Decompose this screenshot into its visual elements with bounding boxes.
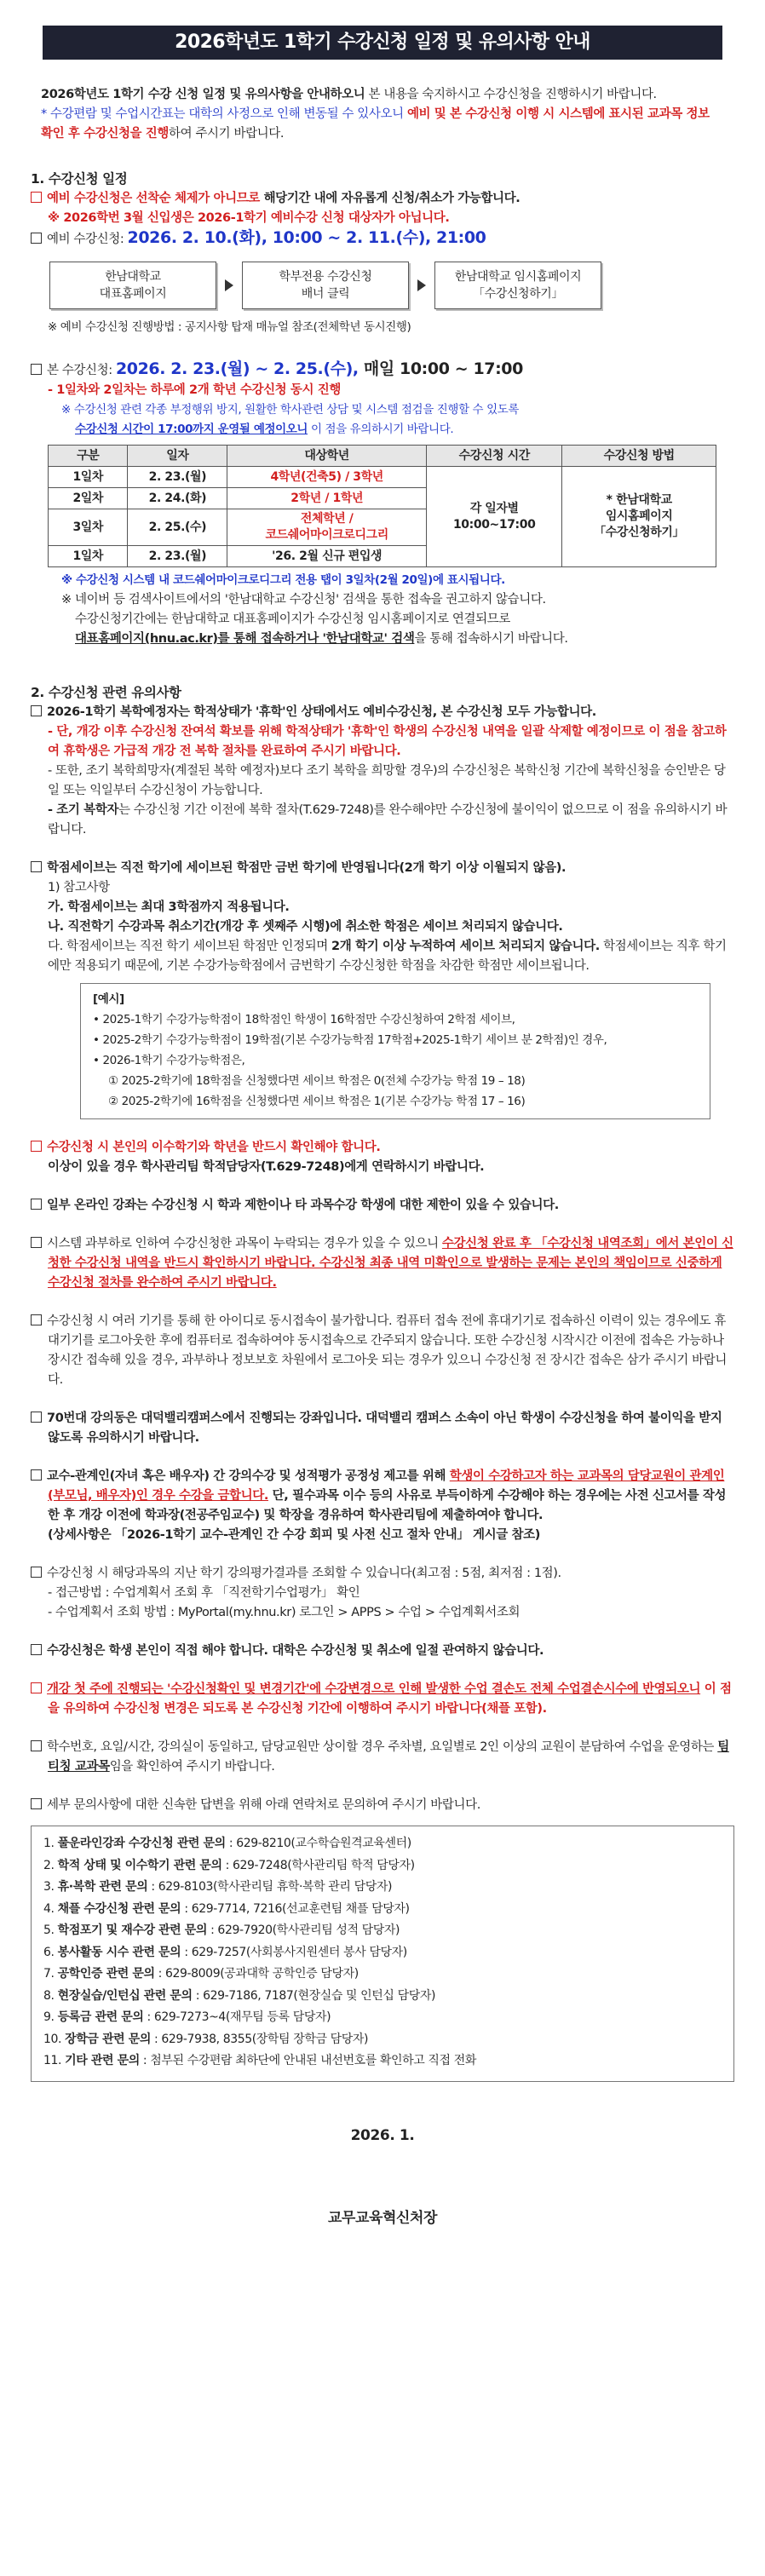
intro-rest: 본 내용을 숙지하시고 수강신청을 진행하시기 바랍니다. bbox=[365, 88, 657, 101]
col-header: 수강신청 방법 bbox=[562, 446, 716, 467]
team-teaching-a: 학수번호, 요일/시간, 강의실이 동일하고, 담당교원만 상이할 경우 주차별, 요일별로 2인 이상의 교원이 분담하여 수업을 운영하는 bbox=[47, 1740, 718, 1754]
multi-device-note: 수강신청 시 여러 기기를 통해 한 아이디로 동시접속이 불가합니다. 컴퓨터 접속 전에 휴대기기로 접속하신 이력이 있는 경우에도 휴대기기를 로그아웃한 후에 컴퓨터로 접속하여야 동시접속으로 간주되지 않습니다. 또한 수강신청 시작시간 이전에 접속은 가능하나 장시간 접속해 있을 경우, 과부하나 정보보호 차원에서 로그아웃 되는 경우가 있으니 수강신청 전 장시간 접속은 삼가 주시기 바랍니다. bbox=[47, 1314, 727, 1387]
example-line: • 2025-1학기 수강가능학점이 18학점인 학생이 16학점만 수강신청하여 2학점 세이브, bbox=[93, 1013, 515, 1026]
schedule-table bbox=[48, 445, 716, 567]
list-item: 5. 학점포기 및 재수강 관련 문의 : 629-7920(학사관리팀 성적 담당자) bbox=[43, 1923, 400, 1937]
notice-page bbox=[0, 26, 765, 2576]
checkbox-icon bbox=[31, 1567, 42, 1578]
team-teaching-b: 팀티칭 교과목 bbox=[48, 1740, 729, 1774]
list-item: 10. 장학금 관련 문의 : 629-7938, 8355(장학팀 장학금 담당자) bbox=[43, 2032, 369, 2046]
pre-registration-date: 2026. 2. 10.(화), 10:00 ~ 2. 11.(수), 21:00 bbox=[127, 228, 486, 247]
list-item: 6. 봉사활동 시수 관련 문의 : 629-7257(사회봉사지원센터 봉사 담당자) bbox=[43, 1945, 407, 1959]
col-header: 대상학년 bbox=[227, 446, 427, 467]
example-line: • 2025-2학기 수강가능학점이 19학점(기본 수강가능학점 17학점+2025-1학기 세이브 분 2학점)인 경우, bbox=[93, 1033, 607, 1047]
arrow-right-icon bbox=[417, 279, 426, 291]
col-header: 일자 bbox=[128, 446, 227, 467]
main-sub-1: - 1일차와 2일차는 하루에 2개 학년 수강신청 동시 진행 bbox=[48, 383, 342, 397]
main-registration-time: 매일 10:00 ~ 17:00 bbox=[363, 359, 523, 378]
example-line: • 2026-1학기 수강가능학점은, bbox=[93, 1054, 245, 1067]
credit-save-a: 가. 학점세이브는 최대 3학점까지 적용됩니다. bbox=[48, 900, 290, 914]
online-course-note: 일부 온라인 강좌는 수강신청 시 학과 제한이나 타 과목수강 학생에 대한 제한이 있을 수 있습니다. bbox=[47, 1199, 559, 1212]
main-sub-3-rest: 이 점을 유의하시기 바랍니다. bbox=[308, 423, 454, 436]
campus-note: 70번대 강의동은 대덕밸리캠퍼스에서 진행되는 강좌입니다. 대덕밸리 캠퍼스 소속이 아닌 학생이 수강신청을 하여 불이익을 받지 않도록 유의하시기 바랍니다. bbox=[47, 1412, 722, 1445]
pre-registration-rest: 해당기간 내에 자유롭게 신청/취소가 가능합니다. bbox=[259, 192, 521, 205]
intro-bold: 2026학년도 1학기 수강 신청 일정 및 유의사항을 안내하오니 bbox=[41, 88, 365, 101]
list-item: 8. 현장실습/인턴십 관련 문의 : 629-7186, 7187(현장실습 및 인턴십 담당자) bbox=[43, 1988, 436, 2003]
list-item: 4. 채플 수강신청 관련 문의 : 629-7714, 7216(선교훈련팀 채플 담당자) bbox=[43, 1901, 410, 1916]
credit-save-c2: 2개 학기 이상 누적하여 세이브 처리되지 않습니다. bbox=[331, 940, 600, 953]
list-item: 7. 공학인증 관련 문의 : 629-8009(공과대학 공학인증 담당자) bbox=[43, 1967, 359, 1981]
main-sub-2: ※ 수강신청 관련 각종 부정행위 방지, 원활한 학사관련 상담 및 시스템 점검을 진행할 수 있도록 bbox=[61, 403, 519, 417]
semester-check-note: 수강신청 시 본인의 이수학기와 학년을 반드시 확인해야 합니다. bbox=[47, 1141, 381, 1154]
checkbox-icon bbox=[31, 192, 42, 203]
intro-note: * 수강편람 및 수업시간표는 대학의 사정으로 인해 변동될 수 있사오니 bbox=[41, 107, 407, 121]
return-note-2: - 단, 개강 이후 수강신청 잔여석 확보를 위해 학적상태가 '휴학'인 학생의 수강신청 내역을 일괄 삭제할 예정이므로 이 점을 참고하여 휴학생은 가급적 개강 전 복학 절차를 완료하여 주시기 바랍니다. bbox=[48, 725, 727, 758]
intro bbox=[31, 85, 734, 144]
semester-check-contact: 이상이 있을 경우 학사관리팀 학적담당자(T.629-7248)에게 연락하시기 바랍니다. bbox=[48, 1160, 485, 1174]
self-registration-note: 수강신청은 학생 본인이 직접 해야 합니다. 대학은 수강신청 및 취소에 일절 관여하지 않습니다. bbox=[47, 1644, 544, 1658]
overload-note: 시스템 과부하로 인하여 수강신청한 과목이 누락되는 경우가 있을 수 있으니 bbox=[47, 1237, 442, 1251]
absence-rest: 이 점을 유의하여 수강신청 변경은 되도록 본 수강신청 기간에 이행하여 주시기 바랍니다(채플 포함). bbox=[48, 1682, 732, 1716]
table-row: 1일차 2. 23.(월) 4학년(건축5) / 3학년 각 일자별 10:00~17:00 * 한남대학교 임시홈페이지 「수강신청하기」 bbox=[49, 467, 716, 488]
flow-step-3: 한남대학교 임시홈페이지 「수강신청하기」 bbox=[434, 262, 601, 309]
flow-step-1: 한남대학교 대표홈페이지 bbox=[49, 262, 216, 309]
checkbox-icon bbox=[31, 705, 42, 716]
credit-save-c3: 학점세이브는 직후 학기에만 적용되기 때문에, 기본 수강가능학점에서 금번학기 수강신청한 학점을 차감한 학점만 세이브됩니다. bbox=[48, 940, 727, 973]
page-title: 2026학년도 1학기 수강신청 일정 및 유의사항 안내 bbox=[43, 26, 722, 60]
list-item: 1. 풀운라인강좌 수강신청 관련 문의 : 629-8210(교수학습원격교육센터) bbox=[43, 1837, 411, 1850]
procedure-flow bbox=[49, 262, 734, 309]
absence-warning: 개강 첫 주에 진행되는 '수강신청확인 및 변경기간'에 수강변경으로 인해 발생한 수업 결손도 전체 수업결손시수에 반영되오니 bbox=[47, 1682, 701, 1696]
checkbox-icon bbox=[31, 233, 42, 244]
credit-save-b: 나. 직전학기 수강과목 취소기간(개강 후 셋째주 시행)에 취소한 학점은 세이브 처리되지 않습니다. bbox=[48, 920, 563, 934]
checkbox-icon bbox=[31, 861, 42, 872]
section-2-heading: 2. 수강신청 관련 유의사항 bbox=[31, 685, 181, 700]
time-cell: 각 일자별 10:00~17:00 bbox=[427, 467, 562, 567]
example-box bbox=[80, 983, 710, 1119]
relation-note-bold: 교수-관계인(자녀 혹은 배우자) 간 강의수강 및 성적평가 공정성 제고를 위해 bbox=[47, 1469, 450, 1483]
list-item: 11. 기타 관련 문의 : 첨부된 수강편람 최하단에 안내된 내선번호를 확인하고 직접 전화 bbox=[43, 2054, 476, 2067]
col-header: 구분 bbox=[49, 446, 128, 467]
return-note-3: - 또한, 조기 복학희망자(계절된 복학 예정자)보다 조기 복학을 희망할 경우)의 수강신청은 복학신청 기간에 복학신청을 승인받은 당일 또는 익일부터 수강신청이 가능합니다. bbox=[48, 764, 726, 797]
return-note-4-bold: - 조기 복학자 bbox=[48, 803, 118, 817]
inquiry-note: 세부 문의사항에 대한 신속한 답변을 위해 아래 연락처로 문의하여 주시기 바랍니다. bbox=[47, 1798, 480, 1812]
example-title: [예시] bbox=[93, 992, 124, 1006]
issue-date: 2026. 1. bbox=[350, 2126, 415, 2144]
checkbox-icon bbox=[31, 1314, 42, 1325]
list-item: 9. 등록금 관련 문의 : 629-7273~4(재무팀 등록 담당자) bbox=[43, 2010, 331, 2024]
intro-end: 하여 주시기 바랍니다. bbox=[169, 127, 285, 141]
relation-note-ref: (상세사항은 「2026-1학기 교수-관계인 간 수강 회피 및 사전 신고 절차 안내」 게시글 참조) bbox=[48, 1528, 540, 1542]
method-cell: * 한남대학교 임시홈페이지 「수강신청하기」 bbox=[562, 467, 716, 567]
relation-note-red: 학생이 수강하고자 하는 교과목의 담당교원이 관계인(부모님, 배우자)인 경우 수강을 금합니다. bbox=[48, 1469, 725, 1503]
checkbox-icon bbox=[31, 1469, 42, 1481]
table-row: 2일차 2. 24.(화) 2학년 / 1학년 bbox=[49, 488, 716, 509]
freshman-note: ※ 2026학번 3월 신입생은 2026-1학기 예비수강 신청 대상자가 아닙니다. bbox=[48, 211, 450, 225]
example-line: ① 2025-2학기에 18학점을 신청했다면 세이브 학점은 0(전체 수강가능 학점 19 – 18) bbox=[108, 1074, 526, 1088]
evaluation-access: - 접근방법 : 수업계획서 조회 후 「직전학기수업평가」 확인 bbox=[48, 1586, 360, 1600]
return-note-1: 2026-1학기 복학예정자는 학적상태가 '휴학'인 상태에서도 예비수강신청, 본 수강신청 모두 가능합니다. bbox=[47, 705, 596, 719]
table-row: 1일차 2. 23.(월) '26. 2월 신규 편입생 bbox=[49, 546, 716, 567]
credit-save-ref: 1) 참고사항 bbox=[48, 881, 110, 894]
main-registration-label: 본 수강신청: bbox=[47, 364, 116, 377]
table-note-2: ※ 네이버 등 검색사이트에서의 '한남대학교 수강신청' 검색을 통한 접속을 권고하지 않습니다. bbox=[61, 593, 546, 607]
table-note-3: 수강신청기간에는 한남대학교 대표홈페이지가 수강신청 임시홈페이지로 연결되므로 bbox=[75, 612, 510, 626]
intro-warning: 예비 및 본 수강신청 이행 시 시스템에 표시된 교과목 정보 확인 후 수강신청을 진행 bbox=[41, 107, 710, 141]
checkbox-icon bbox=[31, 1141, 42, 1152]
evaluation-path: - 수업계획서 조회 방법 : MyPortal(my.hnu.kr) 로그인 > APPS > 수업 > 수업계획서조회 bbox=[48, 1606, 521, 1619]
pre-registration-note: ※ 예비 수강신청 진행방법 : 공지사항 탑재 매뉴얼 참조(전체학년 동시진행) bbox=[48, 320, 411, 334]
table-note-4-bold: 대표홈페이지(hnu.ac.kr)를 통해 접속하거나 '한남대학교' 검색 bbox=[75, 632, 415, 646]
flow-step-2: 학부전용 수강신청 배너 클릭 bbox=[242, 262, 409, 309]
list-item: 3. 휴·복학 관련 문의 : 629-8103(학사관리팀 휴학·복학 관리 담당자) bbox=[43, 1880, 393, 1894]
checkbox-icon bbox=[31, 1644, 42, 1655]
pre-registration-label: 예비 수강신청: bbox=[47, 233, 128, 246]
pre-registration-warning: 예비 수강신청은 선착순 체제가 아니므로 bbox=[47, 192, 260, 205]
section-1-heading: 1. 수강신청 일정 bbox=[31, 171, 128, 187]
list-item: 2. 학적 상태 및 이수학기 관련 문의 : 629-7248(학사관리팀 학적 담당자) bbox=[43, 1858, 415, 1872]
evaluation-note: 수강신청 시 해당과목의 지난 학기 강의평가결과를 조회할 수 있습니다(최고점 : 5점, 최저점 : 1점). bbox=[47, 1567, 561, 1580]
table-note-4-rest: 을 통해 접속하시기 바랍니다. bbox=[414, 632, 568, 646]
checkbox-icon bbox=[31, 1412, 42, 1423]
credit-save-note: 학점세이브는 직전 학기에 세이브된 학점만 금번 학기에 반영됩니다(2개 학기 이상 이월되지 않음). bbox=[47, 861, 567, 875]
overload-warning: 수강신청 완료 후 「수강신청 내역조회」에서 본인이 신청한 수강신청 내역을 반드시 확인하시기 바랍니다. 수강신청 최종 내역 미확인으로 발생하는 문제는 본인의 책임이므로 신중하게 수강신청 절차를 완수하여 주시기 바랍니다. bbox=[48, 1237, 733, 1290]
checkbox-icon bbox=[31, 1740, 42, 1751]
checkbox-icon bbox=[31, 1199, 42, 1210]
table-row: 3일차 2. 25.(수) 전체학년 / 코드쉐어마이크로디그리 bbox=[49, 509, 716, 546]
return-note-4-rest: 는 수강신청 기간 이전에 복학 절차(T.629-7248)를 완수해야만 수강신청에 불이익이 없으므로 이 점을 유의하시기 바랍니다. bbox=[48, 803, 728, 837]
relation-note-end: 단, 필수과목 이수 등의 사유로 부득이하게 수강해야 하는 경우에는 사전 신고서를 작성한 후 개강 이전에 학과장(전공주임교수) 및 학장을 경유하여 학사관리팀에 제출하여야 합니다. bbox=[48, 1489, 727, 1522]
checkbox-icon bbox=[31, 1237, 42, 1248]
checkbox-icon bbox=[31, 364, 42, 375]
contact-list bbox=[31, 1826, 734, 2082]
checkbox-icon bbox=[31, 1682, 42, 1693]
main-registration-date: 2026. 2. 23.(월) ~ 2. 25.(수), bbox=[115, 359, 364, 378]
main-sub-3-underline: 수강신청 시간이 17:00까지 운영될 예정이오니 bbox=[75, 423, 308, 436]
team-teaching-c: 임을 확인하여 주시기 바랍니다. bbox=[109, 1760, 275, 1774]
arrow-right-icon bbox=[225, 279, 233, 291]
col-header: 수강신청 시간 bbox=[427, 446, 562, 467]
checkbox-icon bbox=[31, 1798, 42, 1809]
table-note-1: ※ 수강신청 시스템 내 코드쉐어마이크로디그리 전용 탭이 3일차(2월 20일)에 표시됩니다. bbox=[61, 573, 505, 587]
credit-save-c1: 다. 학점세이브는 직전 학기 세이브된 학점만 인정되며 bbox=[48, 940, 332, 953]
example-line: ② 2025-2학기에 16학점을 신청했다면 세이브 학점은 1(기본 수강가능 학점 17 – 16) bbox=[108, 1095, 526, 1108]
issuing-office: 교무교육혁신처장 bbox=[327, 2209, 438, 2227]
